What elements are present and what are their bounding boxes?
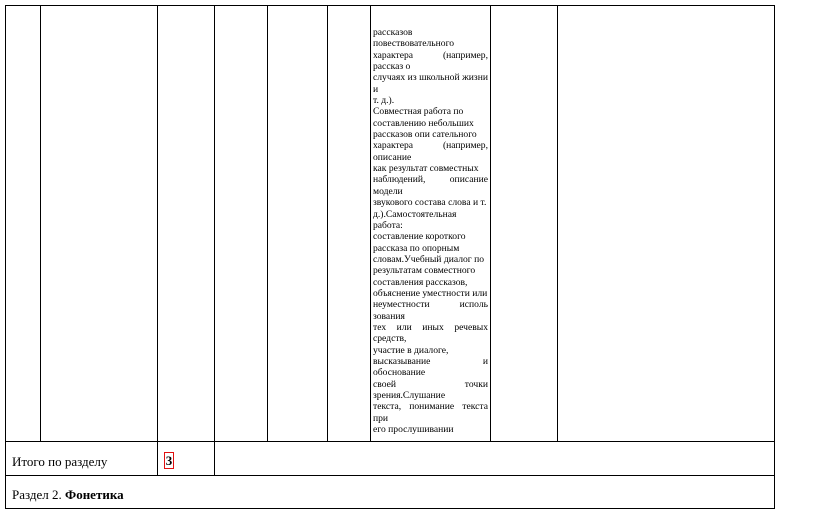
column-divider (214, 5, 215, 475)
column-divider (40, 5, 41, 441)
description-line: высказывание и обоснование (373, 355, 488, 379)
row-divider (5, 441, 775, 442)
description-line: рассказа по опорным (373, 242, 460, 254)
column-divider (490, 5, 491, 441)
description-line: участие в диалоге, (373, 344, 449, 356)
description-line: тех или иных речевых средств, (373, 321, 488, 345)
description-line: как результат совместных (373, 163, 479, 175)
column-divider (267, 5, 268, 441)
description-line: Совместная работа по (373, 106, 464, 118)
description-line: случаях из школьной жизни и (373, 72, 488, 95)
column-divider (370, 5, 371, 441)
description-line: характера (например, рассказ о (373, 49, 488, 73)
description-line: д.).Самостоятельная работа: (373, 208, 457, 231)
description-line: составления рассказов, (373, 276, 468, 288)
description-line: составление короткого (373, 231, 466, 243)
description-line: текста, понимание текста при (373, 401, 488, 424)
description-line: составлению небольших (373, 117, 474, 129)
section-total-label: Итого по разделу (12, 454, 108, 469)
row-divider (5, 475, 775, 476)
description-line: наблюдений, описание модели (373, 174, 488, 197)
column-divider (327, 5, 328, 441)
section-title: Фонетика (65, 487, 124, 502)
activity-description (373, 27, 488, 435)
description-line: неуместности исполь зования (373, 299, 488, 322)
description-line: рассказов повествовательного (373, 27, 455, 50)
description-line: словам.Учебный диалог по (373, 253, 485, 265)
description-line: своей точки зрения.Слушание (373, 378, 488, 401)
description-line: объяснение уместности или (373, 287, 488, 299)
description-line: результатам совместного (373, 265, 476, 277)
column-divider (557, 5, 558, 441)
section-total-hours[interactable]: 3 (165, 453, 173, 468)
description-line: т. д.). (373, 95, 395, 107)
description-line: звукового состава слова и т. (373, 197, 487, 209)
description-line: характера (например, описание (373, 140, 488, 163)
section-prefix: Раздел 2. (12, 487, 66, 502)
column-divider (157, 5, 158, 475)
section-heading (12, 487, 124, 503)
description-line: его прослушивании (373, 424, 454, 436)
description-line: рассказов опи сательного (373, 129, 477, 141)
